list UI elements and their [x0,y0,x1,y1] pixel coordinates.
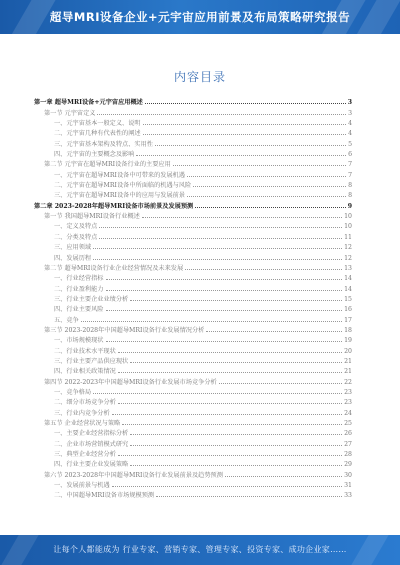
toc-entry-title: 四、行业相关政策情况 [54,368,116,376]
toc-subsection-entry[interactable] [34,168,352,178]
toc-entry-title: 第四节 2022-2023年中国超导MRI设备行业发展市场竞争分析 [44,378,217,386]
toc-entry-title: 三、行业内竞争分析 [54,409,110,417]
toc-entry-title: 第三节 2023-2028年中国超导MRI设备行业发展情况分析 [44,326,205,334]
toc-subsection-entry[interactable] [34,386,352,396]
toc-subsection-entry[interactable] [34,148,352,158]
report-header-banner [0,0,400,34]
toc-entry-title: 第一节 我国超导MRI设备行业概述 [44,213,140,221]
toc-page-number: 12 [344,254,352,262]
toc-entry-title: 第五节 企业经营状况与策略 [44,420,121,427]
toc-section-entry[interactable] [34,324,352,334]
toc-section-entry[interactable] [34,262,352,272]
toc-subsection-entry[interactable] [34,427,352,437]
toc-entry-title: 一、行业经营指标 [54,275,104,283]
toc-page-number: 21 [344,368,352,376]
toc-section-entry[interactable] [34,158,352,168]
toc-page-number: 16 [344,306,352,314]
toc-dot-leader [136,155,346,156]
toc-page-number: 3 [347,99,352,107]
toc-subsection-entry[interactable] [34,189,352,199]
toc-subsection-entry[interactable] [34,489,352,499]
toc-entry-title: 四、行业主要风险 [54,306,104,314]
toc-entry-title: 三、典型企业经营分析 [54,451,116,459]
toc-entry-title: 一、元宇宙基本一般定义、说明 [54,120,141,128]
toc-page-number: 31 [344,482,352,490]
toc-subsection-entry[interactable] [34,344,352,354]
toc-dot-leader [206,331,342,332]
toc-dot-leader [130,300,342,301]
toc-entry-title: 二、元宇宙在超导MRI设备中所面临的机遇与风险 [54,182,192,190]
toc-dot-leader [193,186,346,187]
toc-page-number: 17 [344,316,352,324]
toc-page-number: 29 [344,461,352,469]
toc-entry-title: 五、竞争 [54,316,79,324]
toc-page-number: 22 [344,378,352,386]
toc-page-number: 26 [344,430,352,438]
toc-section-entry[interactable] [34,106,352,116]
footer-slogan: 让每个人都能成为 行业专家、营销专家、管理专家、投资专家、成功企业家…… [53,545,347,554]
toc-dot-leader [97,114,346,115]
toc-dot-leader [156,496,342,497]
toc-subsection-entry[interactable] [34,293,352,303]
toc-dot-leader [195,207,345,208]
toc-chapter-entry[interactable] [34,199,352,209]
toc-subsection-entry[interactable] [34,272,352,282]
toc-page-number: 23 [344,399,352,407]
toc-dot-leader [185,269,342,270]
toc-subsection-entry[interactable] [34,396,352,406]
toc-dot-leader [173,165,346,166]
toc-entry-title: 三、元宇宙基本架构及特点、实用性 [54,140,153,148]
toc-entry-title: 第二节 超导MRI设备行业企业经营情况及未来发展 [44,264,184,272]
toc-page-number: 5 [348,140,352,148]
report-title: 超导MRI设备企业+元宇宙应用前景及布局策略研究报告 [49,10,351,24]
toc-section-entry[interactable] [34,375,352,385]
toc-page-number: 9 [347,202,352,210]
toc-page-number: 30 [344,471,352,479]
toc-subsection-entry[interactable] [34,179,352,189]
toc-dot-leader [143,124,346,125]
toc-dot-leader [118,403,342,404]
toc-page-number: 3 [348,109,352,117]
toc-dot-leader [130,434,342,435]
toc-dot-leader [106,290,343,291]
toc-entry-title: 一、定义及特点 [54,223,98,231]
toc-entry-title: 第一节 元宇宙定义 [44,109,96,117]
toc-page-number: 14 [344,285,352,293]
toc-dot-leader [130,465,342,466]
toc-entry-title: 三、行业主要产品供应现状 [54,357,129,365]
toc-dot-leader [219,383,342,384]
toc-page-number: 20 [344,347,352,355]
toc-page-number: 19 [344,337,352,345]
toc-entry-title: 第六节 2023-2028年中国超导MRI设备行业发展前景及趋势预测 [44,471,223,479]
toc-entry-title: 三、元宇宙在超导MRI设备中的应用与发展前景 [54,192,185,200]
toc-entry-title: 二、中国超导MRI设备市场规模预测 [54,492,155,500]
toc-dot-leader [155,145,346,146]
toc-dot-leader [93,248,342,249]
toc-subsection-entry[interactable] [34,313,352,323]
toc-page-number: 8 [348,182,352,190]
toc-section-entry[interactable] [34,468,352,478]
toc-dot-leader [187,176,346,177]
toc-entry-title: 一、主要企业经营指标分析 [54,430,129,438]
toc-subsection-entry[interactable] [34,127,352,137]
toc-page-number: 33 [344,492,352,500]
toc-dot-leader [118,372,342,373]
toc-page-number: 6 [348,151,352,159]
toc-page-number: 25 [344,420,352,427]
toc-dot-leader [118,455,342,456]
toc-subsection-entry[interactable] [34,355,352,365]
table-of-contents [34,96,352,499]
toc-dot-leader [106,341,343,342]
toc-page-number: 28 [344,451,352,459]
toc-chapter-entry[interactable] [34,96,352,106]
toc-subsection-entry[interactable] [34,230,352,240]
toc-entry-title: 二、企业市场营销模式研究 [54,440,129,448]
toc-page-number: 21 [344,357,352,365]
toc-subsection-entry[interactable] [34,448,352,458]
toc-dot-leader [225,476,342,477]
toc-heading: 内容目录 [173,70,226,84]
toc-dot-leader [122,424,342,425]
toc-entry-title: 四、元宇宙的主要概念及影响 [54,151,135,159]
toc-dot-leader [81,321,342,322]
toc-entry-title: 第二节 元宇宙在超导MRI设备行业的主要应用 [44,161,171,169]
toc-dot-leader [130,362,342,363]
toc-page-number: 24 [344,409,352,417]
toc-page-number: 12 [344,244,352,252]
toc-subsection-entry[interactable] [34,241,352,251]
toc-entry-title: 第二章 2023-2028年超导MRI设备市场前景及发展预测 [34,202,194,210]
toc-entry-title: 三、应用领域 [54,244,92,252]
toc-entry-title: 四、发展历程 [54,254,92,262]
toc-entry-title: 四、行业主要企业发展策略 [54,461,129,469]
toc-dot-leader [99,227,342,228]
toc-subsection-entry[interactable] [34,479,352,489]
toc-entry-title: 二、元宇宙几种有代表性的阐述 [54,130,141,138]
toc-entry-title: 一、市场规模现状 [54,337,104,345]
toc-dot-leader [145,103,346,104]
toc-entry-title: 二、分类及特点 [54,233,98,241]
toc-entry-title: 一、发展前景与机遇 [54,482,110,490]
toc-page-number: 14 [344,275,352,283]
toc-dot-leader [143,134,346,135]
toc-page-number: 10 [344,213,352,221]
toc-page-number: 15 [344,295,352,303]
toc-subsection-entry[interactable] [34,220,352,230]
toc-page-number: 8 [348,192,352,200]
toc-page-number: 7 [348,161,352,169]
toc-entry-title: 二、细分市场竞争分析 [54,399,116,407]
toc-subsection-entry[interactable] [34,334,352,344]
toc-dot-leader [187,196,346,197]
toc-section-entry[interactable] [34,417,352,427]
report-footer-banner [0,535,400,565]
toc-entry-title: 三、行业主要企业业绩分析 [54,295,129,303]
toc-page-number: 27 [344,440,352,448]
toc-dot-leader [118,352,342,353]
toc-entry-title: 一、竞争格局 [54,388,92,396]
toc-dot-leader [99,238,342,239]
toc-entry-title: 一、元宇宙在超导MRI设备中可带来的发展机遇 [54,171,185,179]
toc-page-number: 13 [344,264,352,272]
toc-dot-leader [130,445,342,446]
toc-section-entry[interactable] [34,210,352,220]
toc-page-number: 7 [348,171,352,179]
toc-page-number: 4 [348,130,352,138]
toc-subsection-entry[interactable] [34,303,352,313]
toc-subsection-entry[interactable] [34,137,352,147]
toc-dot-leader [106,310,343,311]
toc-dot-leader [112,486,342,487]
toc-dot-leader [142,217,342,218]
toc-subsection-entry[interactable] [34,365,352,375]
toc-dot-leader [93,259,342,260]
toc-subsection-entry[interactable] [34,117,352,127]
toc-subsection-entry[interactable] [34,282,352,292]
toc-subsection-entry[interactable] [34,437,352,447]
toc-page-number: 11 [344,233,352,241]
toc-entry-title: 二、行业技术水平现状 [54,347,116,355]
toc-dot-leader [112,414,342,415]
toc-entry-title: 第一章 超导MRI设备+元宇宙应用概述 [34,99,143,107]
toc-page-number: 18 [344,326,352,334]
toc-page-number: 4 [348,120,352,128]
toc-dot-leader [106,279,343,280]
toc-dot-leader [93,393,342,394]
toc-subsection-entry[interactable] [34,458,352,468]
toc-page-number: 10 [344,223,352,231]
toc-subsection-entry[interactable] [34,406,352,416]
toc-subsection-entry[interactable] [34,251,352,261]
toc-page-number: 23 [344,388,352,396]
toc-entry-title: 二、行业盈利能力 [54,285,104,293]
